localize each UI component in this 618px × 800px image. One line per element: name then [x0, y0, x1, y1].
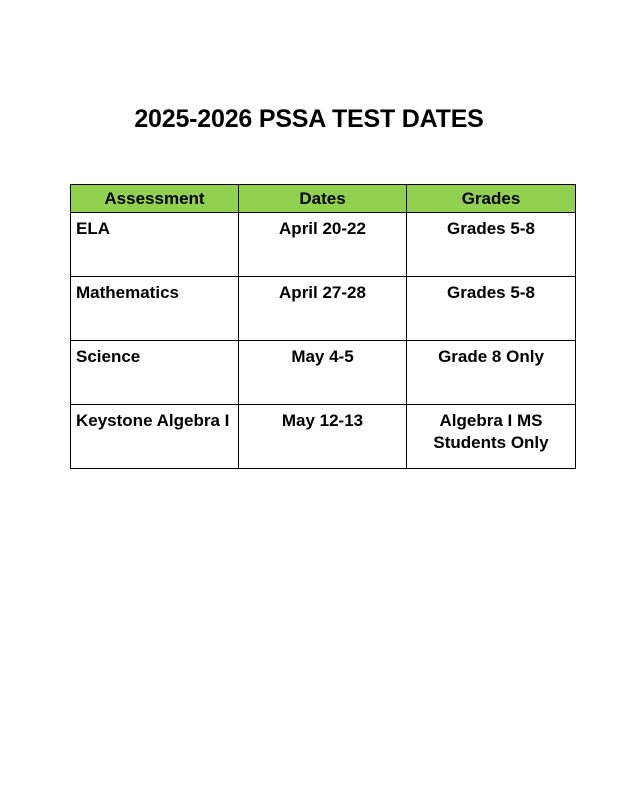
- grades-text: Grades 5-8: [447, 283, 535, 302]
- grades-cell: [407, 341, 576, 405]
- table-row: [71, 341, 576, 405]
- grades-text: Algebra I MS Students Only: [433, 411, 549, 452]
- dates-cell: May 4-5: [239, 341, 407, 405]
- page-title: 2025-2026 PSSA TEST DATES: [134, 105, 484, 133]
- table-row: [71, 277, 576, 341]
- header-assessment: Assessment: [71, 185, 239, 213]
- table-header-row: [71, 185, 576, 213]
- grades-cell: [407, 277, 576, 341]
- assessment-cell: Keystone Algebra I: [71, 405, 239, 469]
- header-grades: Grades: [407, 185, 576, 213]
- dates-cell: April 27-28: [239, 277, 407, 341]
- table-row: [71, 213, 576, 277]
- assessment-cell: ELA: [71, 213, 239, 277]
- grades-text: Grade 8 Only: [438, 347, 544, 366]
- dates-cell: April 20-22: [239, 213, 407, 277]
- grades-text: Grades 5-8: [447, 219, 535, 238]
- table-row: [71, 405, 576, 469]
- grades-cell: [407, 213, 576, 277]
- assessment-cell: Mathematics: [71, 277, 239, 341]
- dates-cell: May 12-13: [239, 405, 407, 469]
- header-dates: Dates: [239, 185, 407, 213]
- grades-cell: [407, 405, 576, 469]
- test-dates-table: [70, 184, 576, 469]
- assessment-cell: Science: [71, 341, 239, 405]
